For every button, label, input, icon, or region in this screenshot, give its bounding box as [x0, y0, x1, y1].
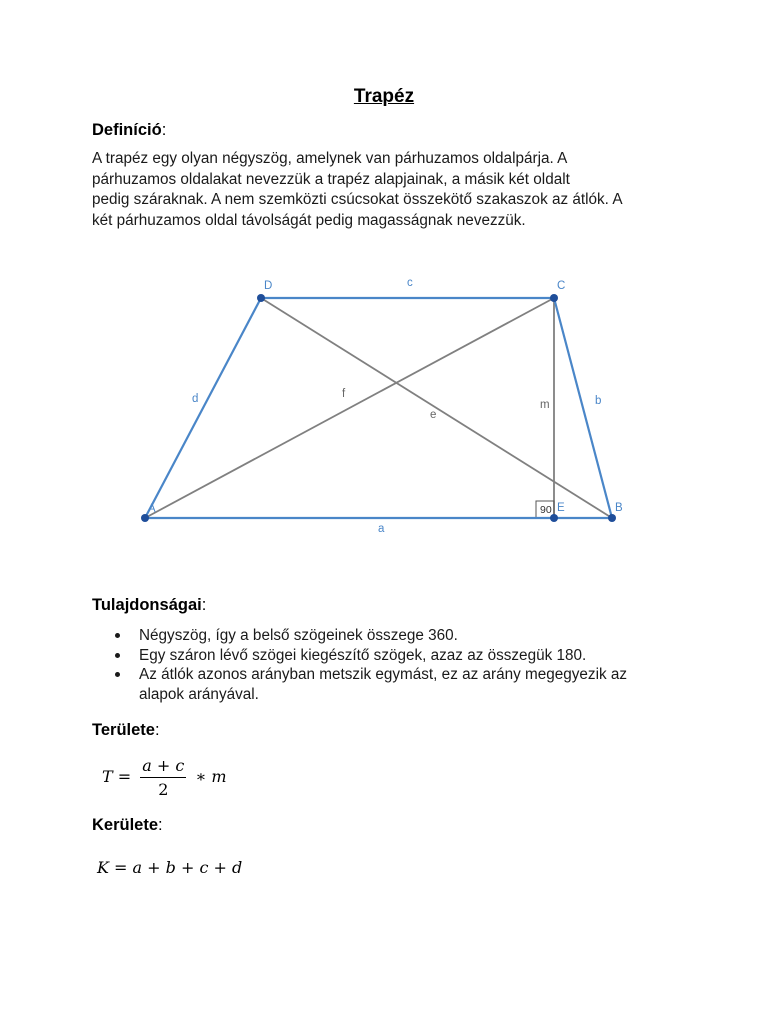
- perimeter-heading-colon: :: [158, 816, 163, 834]
- area-formula-numerator: a + c: [140, 756, 186, 778]
- perimeter-formula: K = a + b + c + d: [97, 858, 243, 877]
- property-item: [112, 665, 712, 704]
- area-heading-text: Területe: [92, 721, 155, 739]
- right-angle-label: 90: [540, 504, 552, 516]
- point-d: [257, 294, 265, 302]
- definition-line: pedig száraknak. A nem szemközti csúcsokat összekötő szakaszok az átlók. A: [92, 191, 623, 208]
- vertex-label-b: B: [615, 502, 623, 514]
- area-formula-rhs: ∗ m: [195, 767, 227, 786]
- bullet-icon: [115, 633, 120, 638]
- side-label-d: d: [192, 393, 199, 405]
- area-formula-lhs: T =: [102, 767, 132, 786]
- property-line: alapok arányával.: [139, 685, 259, 703]
- area-formula: [102, 756, 227, 799]
- property-line: Az átlók azonos arányban metszik egymást, ez az arány megegyezik az: [139, 666, 628, 683]
- properties-list: [112, 626, 712, 704]
- vertex-label-a: A: [148, 503, 156, 515]
- bullet-icon: [115, 653, 120, 658]
- side-b: [554, 298, 612, 518]
- perimeter-heading: [92, 816, 163, 835]
- side-label-b: b: [595, 395, 602, 407]
- perimeter-heading-text: Kerülete: [92, 816, 159, 834]
- property-line: Négyszög, így a belső szögeinek összege 360.: [139, 627, 458, 644]
- point-b: [608, 514, 616, 522]
- definition-line: A trapéz egy olyan négyszög, amelynek van párhuzamos oldalpárja. A: [92, 150, 568, 167]
- point-c: [550, 294, 558, 302]
- height-label-m: m: [540, 399, 550, 411]
- side-d: [145, 298, 261, 518]
- definition-line: két párhuzamos oldal távolságát pedig magasságnak nevezzük.: [92, 211, 526, 229]
- area-formula-denominator: 2: [158, 780, 169, 799]
- vertex-label-d: D: [264, 280, 273, 292]
- vertex-label-c: C: [557, 280, 566, 292]
- definition-line: párhuzamos oldalakat nevezzük a trapéz alapjainak, a másik két oldalt: [92, 170, 570, 188]
- properties-heading: [92, 596, 206, 615]
- definition-heading-colon: :: [161, 121, 167, 139]
- bullet-icon: [115, 672, 120, 677]
- diagonal-label-e: e: [430, 409, 437, 421]
- definition-heading-text: Definíció: [92, 121, 162, 139]
- properties-heading-text: Tulajdonságai: [92, 596, 202, 614]
- vertex-label-e: E: [557, 502, 565, 514]
- area-formula-fraction: [140, 756, 186, 799]
- point-a: [141, 514, 149, 522]
- property-item: [112, 646, 712, 666]
- area-heading: [92, 721, 160, 740]
- property-item: [112, 626, 712, 646]
- diagonal-e: [261, 298, 612, 518]
- property-line: Egy száron lévő szögei kiegészítő szögek, azaz az összegük 180.: [139, 646, 587, 664]
- diagonal-f: [145, 298, 554, 518]
- area-heading-colon: :: [154, 721, 160, 739]
- side-label-a: a: [378, 523, 385, 535]
- properties-heading-colon: :: [201, 596, 207, 614]
- side-label-c: c: [407, 277, 413, 289]
- page-title: Trapéz: [353, 86, 415, 107]
- diagonal-label-f: f: [342, 388, 346, 400]
